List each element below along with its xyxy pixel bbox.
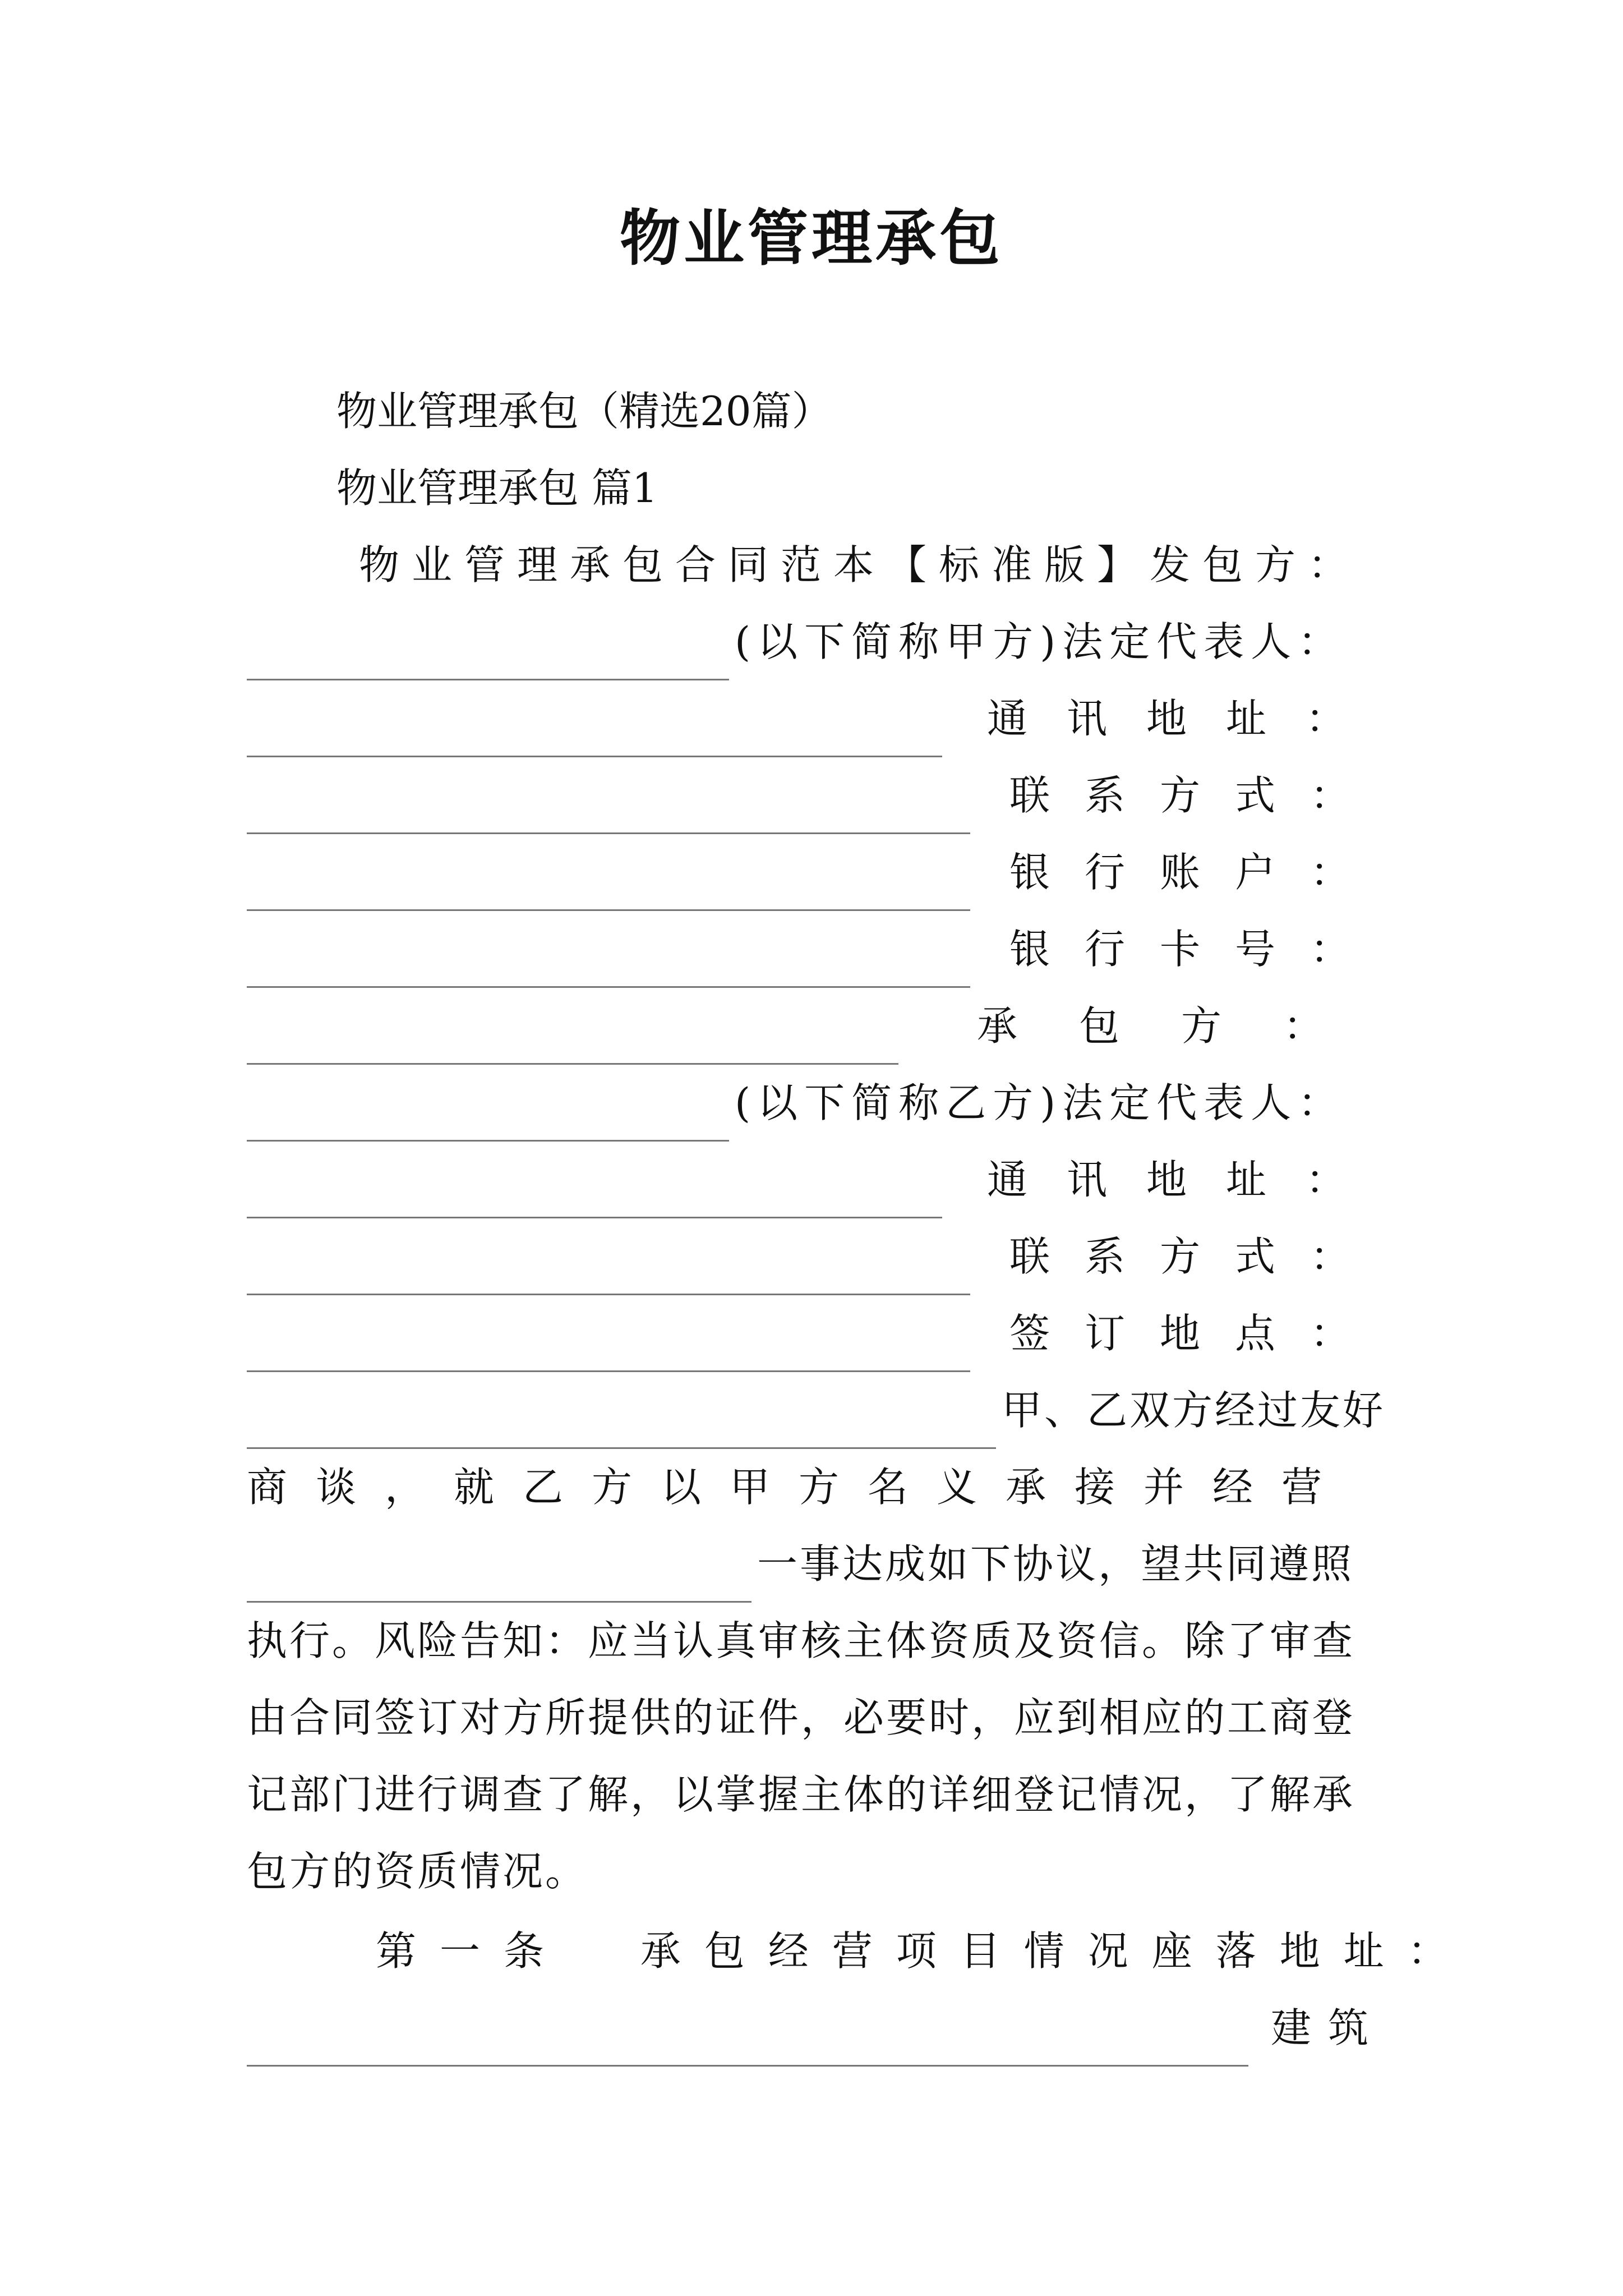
body-line-19 <box>247 1756 1385 1833</box>
body-text-15: 商谈，就乙方以甲方名义承接并经营 <box>247 1464 1351 1511</box>
party-b-address-blank <box>247 1240 970 1295</box>
body-line-15 <box>247 1449 1385 1526</box>
signing-place-blank <box>247 1394 996 1449</box>
body-text-20: 包方的资质情况。 <box>247 1848 588 1895</box>
party-a-legal-rep-label: (以下简称甲方)法定代表人： <box>735 618 1345 665</box>
body-line-18 <box>247 1680 1385 1756</box>
subtitle-text: 物业管理承包（精选20篇） <box>336 388 832 435</box>
party-b-line <box>247 988 1385 1065</box>
party-a-bank-card-line <box>247 911 1385 988</box>
signing-place-label: 签订地点： <box>1009 1310 1385 1357</box>
party-b-contact-line <box>247 1218 1385 1295</box>
body-text-19: 记部门进行调查了解，以掌握主体的详细登记情况，了解承 <box>247 1771 1355 1818</box>
section-heading-text: 物业管理承包 篇1 <box>336 464 658 512</box>
body-text-17: 执行。风险告知：应当认真审核主体资质及资信。除了审查 <box>247 1617 1355 1664</box>
party-b-address-line <box>247 1142 1385 1218</box>
negotiation-text: 甲、乙双方经过友好 <box>1001 1387 1385 1434</box>
party-b-legal-rep-label: (以下简称乙方)法定代表人： <box>735 1079 1345 1126</box>
party-a-address-blank <box>247 779 970 834</box>
negotiation-line <box>247 1372 1385 1449</box>
party-b-name-line <box>247 1065 1385 1142</box>
body-line-20 <box>247 1833 1385 1910</box>
party-a-bank-account-line <box>247 834 1385 911</box>
party-b-label: 承包方： <box>976 1002 1385 1050</box>
signing-place-line <box>247 1295 1385 1372</box>
body-text-16: 一事达成如下协议，望共同遵照 <box>757 1540 1354 1588</box>
article-1-address-line <box>247 1990 1385 2067</box>
party-b-contact-label: 联系方式： <box>1009 1233 1385 1280</box>
contract-intro-line <box>247 527 1385 604</box>
party-b-address-label: 通讯地址： <box>986 1156 1385 1203</box>
section-heading <box>247 450 1385 527</box>
party-a-line <box>247 604 1385 680</box>
party-a-bank-card-blank <box>247 1010 898 1065</box>
party-a-name-blank <box>247 625 729 680</box>
party-a-bank-account-label: 银行账户： <box>1009 849 1385 896</box>
body-text-18: 由合同签订对方所提供的证件，必要时，应到相应的工商登 <box>247 1694 1355 1741</box>
contract-intro-text: 物业管理承包合同范本【标准版】发包方： <box>359 541 1361 588</box>
article-1-text: 第一条 承包经营项目情况座落地址： <box>376 1927 1472 1975</box>
party-a-address-label: 通讯地址： <box>986 695 1385 742</box>
party-b-legal-rep-blank <box>247 1163 942 1218</box>
body-line-17 <box>247 1603 1385 1680</box>
party-a-legal-rep-blank <box>247 702 942 757</box>
subtitle <box>247 373 1385 450</box>
party-b-name-blank <box>247 1087 729 1142</box>
building-label: 建筑 <box>1270 2004 1385 2051</box>
body-line-16 <box>247 1526 1385 1603</box>
party-a-bank-card-label: 银行卡号： <box>1009 926 1385 973</box>
party-a-contact-label: 联系方式： <box>1009 772 1385 819</box>
party-a-contact-line <box>247 757 1385 834</box>
party-a-address-line <box>247 680 1385 757</box>
party-a-contact-blank <box>247 856 970 911</box>
project-address-blank <box>247 2012 1248 2067</box>
party-a-bank-account-blank <box>247 933 970 988</box>
document-title: 物业管理承包 <box>619 203 1003 274</box>
project-name-blank <box>247 1548 751 1603</box>
party-b-contact-blank <box>247 1317 970 1372</box>
article-1-line <box>247 1913 1472 1990</box>
